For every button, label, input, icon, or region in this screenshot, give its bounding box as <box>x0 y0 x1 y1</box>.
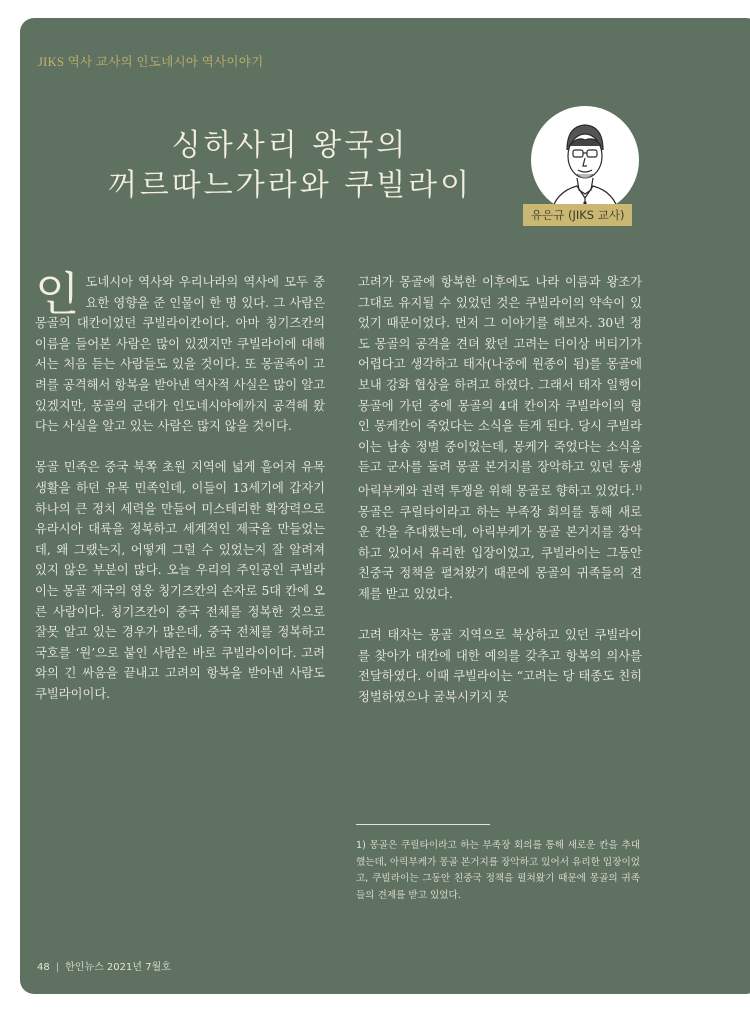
page-number: 48 <box>37 962 50 973</box>
paragraph-text: 고려가 몽골에 항복한 이후에도 나라 이름과 왕조가 그대로 유지될 수 있었던 것은 쿠빌라이의 약속이 있었기 때문이었다. 먼저 그 이야기를 해보자. 30년 정도 몽골의 공격을 견뎌 왔던 고려는 더이상 버티기가 어렵다고 생각하고 태자(나중에 원종이 됨)를 몽골에 보내 강화 협상을 하려고 하였다. 그래서 태자 일행이 몽골에 가던 중에 몽골의 4대 칸이자 쿠빌라이의 형인 몽케칸이 죽었다는 소식을 듣게 된다. 당시 쿠빌라이는 남송 정벌 중이었는데, 몽케가 죽었다는 소식을 듣고 군사를 돌려 몽골 본거지를 장악하고 있던 동생 아릭부케와 권력 투쟁을 위해 몽골로 향하고 있었다. <box>358 275 642 499</box>
paragraph: 고려 태자는 몽골 지역으로 북상하고 있던 쿠빌라이를 찾아가 대칸에 대한 예의를 갖추고 항복의 의사를 전달하였다. 이때 쿠빌라이는 “고려는 당 태종도 친히 정벌하였으나 굴복시키지 못 <box>358 628 642 704</box>
title-line-2: 꺼르따느가라와 쿠빌라이 <box>107 168 473 203</box>
paragraph-text: 몽골은 쿠릴타이라고 하는 부족장 회의를 통해 새로운 칸을 추대했는데, 아릭부케가 몽골 본거지를 장악하고 있어서 유리한 입장이었고, 쿠빌라이는 그동안 친중국 정책을 펼쳐왔기 때문에 몽골의 귀족들의 견제를 받고 있었다. <box>358 504 642 601</box>
page-footer <box>37 958 171 973</box>
paragraph: 몽골 민족은 중국 북쪽 초원 지역에 넓게 흩어져 유목 생활을 하던 유목 민족인데, 이들이 13세기에 갑자기 하나의 큰 정치 세력을 만들어 미스테리한 확장력으로 유라시아 대륙을 정복하고 세계적인 제국을 만들었는데, 왜 그랬는지, 어떻게 그럴 수 있었는지 잘 알려져 있지 않은 부분이 많다. 오늘 우리의 주인공인 쿠빌라이는 몽골 제국의 영웅 칭기즈칸의 손자로 5대 칸에 오른 사람이다. 칭기즈칸이 중국 전체를 정복한 것으로 잘못 알고 있는 경우가 많은데, 중국 전체를 정복하고 국호를 ‘원’으로 붙인 사람은 바로 쿠빌라이이다. 고려와의 긴 싸움을 끝내고 고려의 항복을 받아낸 사람도 쿠빌라이이다. <box>35 460 325 701</box>
author-badge: 유은규 (JIKS 교사) <box>523 204 632 226</box>
intro-paragraph <box>35 267 325 437</box>
footnote-divider <box>356 824 490 825</box>
paragraph <box>358 272 642 605</box>
series-title: JIKS 역사 교사의 인도네시아 역사이야기 <box>38 55 264 69</box>
footnote: 1) 몽골은 쿠릴타이라고 하는 부족장 회의를 통해 새로운 칸을 추대했는데, 아릭부케가 몽골 본거지를 장악하고 있어서 유리한 입장이었고, 쿠빌라이는 그동안 친중국 정책을 펼쳐왔기 때문에 몽골의 귀족들의 견제를 받고 있었다. <box>356 840 640 901</box>
teacher-portrait-icon <box>531 106 639 214</box>
article-column-left <box>35 267 325 704</box>
title-line-1: 싱하사리 왕국의 <box>171 128 409 163</box>
footer-separator: | <box>55 962 60 973</box>
article-column-right <box>358 272 642 708</box>
paragraph-text: 도네시아 역사와 우리나라의 역사에 모두 중요한 영향을 준 인물이 한 명 있다. 그 사람은 몽골의 대칸이었던 쿠빌라이칸이다. 아마 칭기즈칸의 이름을 들어본 사람은 많이 있겠지만 쿠빌라이에 대해서는 처음 듣는 사람들도 있을 것이다. 또 몽골족이 고려를 공격해서 항복을 받아낸 역사적 사실은 많이 알고 있겠지만, 몽골의 군대가 인도네시아에까지 공격해 왔다는 사실을 알고 있는 사람은 많지 않을 것이다. <box>35 275 325 434</box>
article-title <box>80 126 500 206</box>
publication-info: 한인뉴스 2021년 7월호 <box>65 962 171 973</box>
drop-cap: 인 <box>35 267 80 321</box>
footnote-marker[interactable]: 1) <box>634 483 643 492</box>
